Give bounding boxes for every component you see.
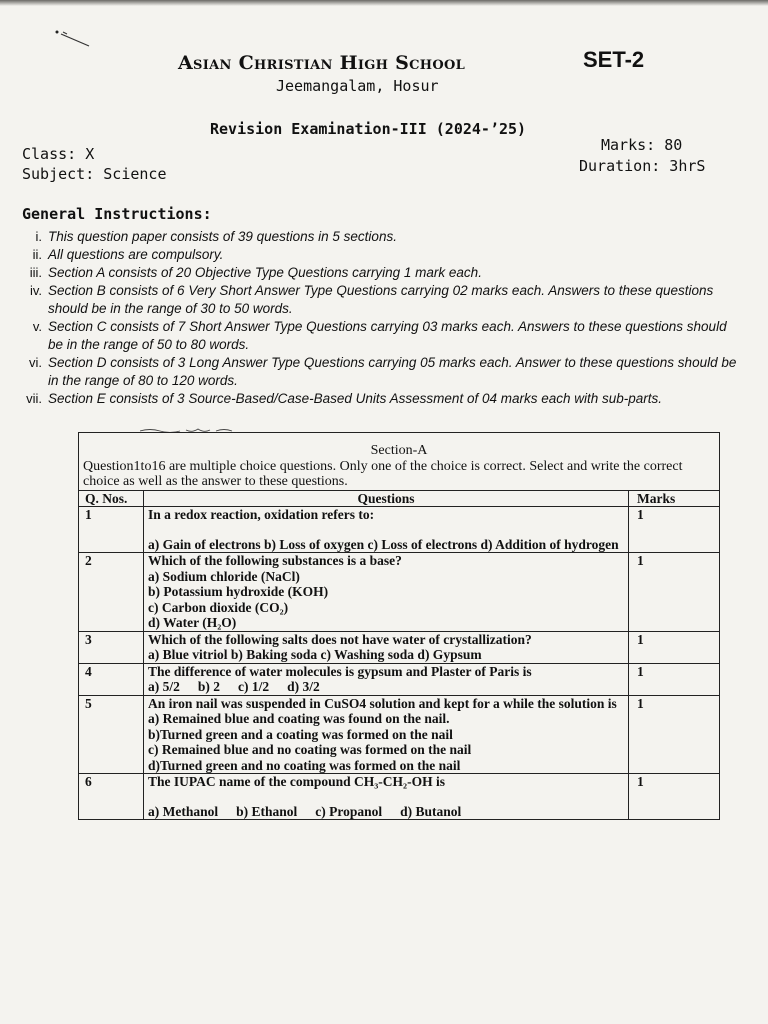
option-text: a) Remained blue and coating was found on the nail.	[148, 711, 450, 726]
section-intro: Question1to16 are multiple choice questions. Only one of the choice is correct. Select and write the correct choice as well as the answer to these questions.	[83, 458, 683, 489]
question-number: 1	[79, 507, 144, 553]
instruction-number: i.	[35, 229, 42, 244]
question-row	[79, 507, 720, 553]
section-title-row	[79, 433, 720, 491]
question-text: In a redox reaction, oxidation refers to:	[148, 507, 375, 522]
question-gap	[148, 523, 624, 537]
instruction-text: Section B consists of 6 Very Short Answer Type Questions carrying 02 marks each. Answers to these questions should be in the range of 30 to 50 words.	[48, 283, 714, 316]
option-text: c) 1/2	[238, 679, 270, 694]
options-list	[148, 569, 624, 631]
total-marks-label: Marks: 80	[601, 136, 683, 154]
question-text: An iron nail was suspended in CuSO4 solution and kept for a while the solution is	[148, 695, 617, 711]
instruction-number: v.	[32, 319, 42, 334]
option-text: d)Turned green and no coating was formed on the nail	[148, 757, 461, 773]
question-cell	[144, 631, 629, 663]
instructions-heading: General Instructions:	[22, 205, 212, 223]
question-text: Which of the following salts does not have water of crystallization?	[148, 631, 532, 647]
question-marks: 1	[629, 774, 720, 820]
question-number: 2	[79, 553, 144, 632]
instruction-item	[0, 390, 738, 408]
question-marks: 1	[629, 663, 720, 695]
option-text: b) Ethanol	[236, 803, 298, 819]
instruction-number: vii.	[26, 391, 42, 406]
options-list	[148, 537, 624, 553]
question-marks: 1	[629, 507, 720, 553]
option-text: a) Sodium chloride (NaCl)	[148, 568, 300, 584]
exam-title: Revision Examination-III (2024-’25)	[210, 120, 527, 138]
question-cell	[144, 553, 629, 632]
question-marks: 1	[629, 553, 720, 632]
option-text: b)Turned green and a coating was formed on the nail	[148, 726, 453, 742]
question-row	[79, 695, 720, 774]
instruction-item	[0, 228, 738, 246]
question-gap	[148, 790, 624, 804]
instructions-list	[0, 228, 768, 408]
option-text: c) Propanol	[315, 803, 383, 819]
instruction-text: Section C consists of 7 Short Answer Type Questions carrying 03 marks each. Answers to these questions should be in the range of 50 to 80 words.	[48, 319, 727, 352]
instruction-text: All questions are compulsory.	[48, 247, 224, 262]
instruction-item	[0, 246, 738, 264]
option-text: c) Remained blue and no coating was formed on the nail	[148, 742, 472, 757]
option-text: d) Butanol	[400, 803, 462, 819]
instruction-number: iii.	[29, 265, 42, 280]
question-cell	[144, 663, 629, 695]
pen-mark-icon	[55, 28, 91, 48]
question-number: 5	[79, 695, 144, 774]
table-header-row	[79, 490, 720, 507]
subject-label: Subject: Science	[22, 165, 167, 183]
option-text: a) Blue vitriol b) Baking soda c) Washing soda d) Gypsum	[148, 647, 482, 662]
section-a-container	[78, 432, 720, 820]
col-marks-header: Marks	[629, 490, 720, 507]
question-text: The IUPAC name of the compound CH₃-CH₂-OH is	[148, 774, 445, 789]
instruction-number: vi.	[29, 355, 42, 370]
col-qno-header: Q. Nos.	[79, 490, 144, 507]
question-cell	[144, 774, 629, 820]
section-title: Section-A	[370, 443, 428, 458]
options-list	[148, 711, 624, 773]
instruction-text: This question paper consists of 39 questions in 5 sections.	[48, 229, 397, 244]
instruction-text: Section A consists of 20 Objective Type Questions carrying 1 mark each.	[48, 265, 482, 280]
section-a-table	[78, 432, 720, 820]
option-text: a) Methanol	[148, 803, 219, 819]
option-text: b) 2	[197, 679, 221, 694]
option-text: a) Gain of electrons b) Loss of oxygen c) Loss of electrons d) Addition of hydrogen	[148, 536, 619, 552]
options-list	[148, 804, 624, 820]
instruction-item	[0, 282, 738, 318]
options-list	[148, 647, 624, 663]
question-cell	[144, 695, 629, 774]
question-row	[79, 663, 720, 695]
question-row	[79, 631, 720, 663]
instruction-text: Section D consists of 3 Long Answer Type Questions carrying 05 marks each. Answer to these questions should be in the range of 80 to 120 words.	[48, 355, 737, 388]
question-number: 6	[79, 774, 144, 820]
question-text: The difference of water molecules is gypsum and Plaster of Paris is	[148, 663, 532, 679]
option-text: d) 3/2	[287, 679, 320, 694]
school-name: Asian Christian High School	[178, 52, 466, 74]
instruction-number: iv.	[29, 283, 42, 298]
question-number: 3	[79, 631, 144, 663]
class-label: Class: X	[22, 145, 95, 163]
instruction-item	[0, 318, 738, 354]
question-text: Which of the following substances is a base?	[148, 553, 402, 568]
instruction-item	[0, 354, 738, 390]
col-questions-header: Questions	[144, 490, 629, 507]
options-list	[148, 679, 624, 695]
question-row	[79, 774, 720, 820]
question-marks: 1	[629, 695, 720, 774]
set-label: SET-2	[583, 47, 645, 72]
question-number: 4	[79, 663, 144, 695]
instruction-text: Section E consists of 3 Source-Based/Case-Based Units Assessment of 04 marks each with sub-parts.	[48, 391, 663, 406]
option-text: b) Potassium hydroxide (KOH)	[148, 584, 329, 599]
page-edge-shadow	[0, 0, 768, 6]
question-row	[79, 553, 720, 632]
instruction-item	[0, 264, 738, 282]
question-cell	[144, 507, 629, 553]
option-text: a) 5/2	[148, 679, 180, 694]
duration-label: Duration: 3hrS	[579, 157, 706, 175]
question-marks: 1	[629, 631, 720, 663]
option-text: d) Water (H₂O)	[148, 615, 237, 630]
option-text: c) Carbon dioxide (CO₂)	[148, 599, 289, 615]
instruction-number: ii.	[32, 247, 42, 262]
school-location: Jeemangalam, Hosur	[276, 77, 439, 95]
